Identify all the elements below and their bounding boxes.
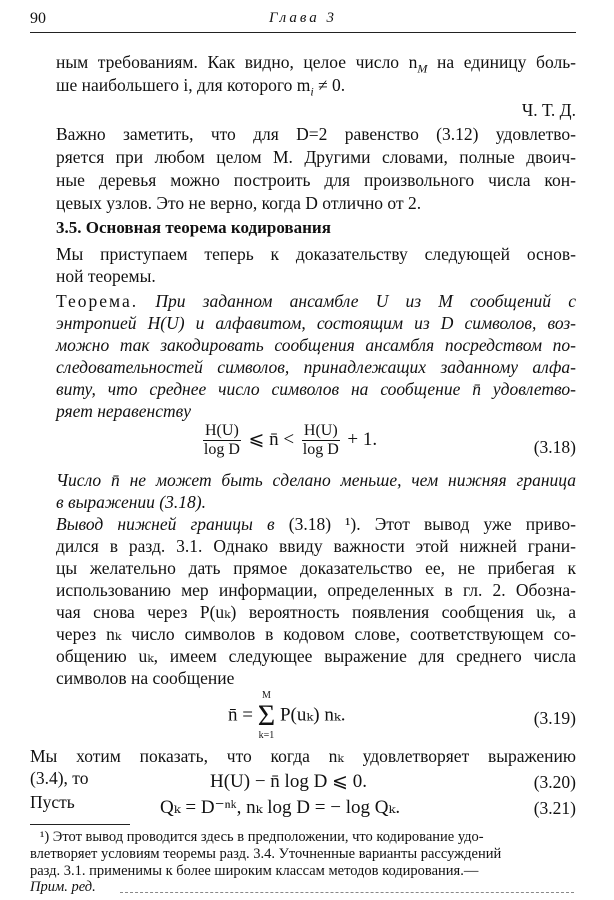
para1-line1: ным требованиям. Как видно, целое число $n_M$ на единицу боль- [56, 52, 576, 76]
para6-line: (3.4), то [30, 768, 89, 788]
para5-line: дился в разд. 3.1. Однако ввиду важности этой нижней грани- [56, 536, 576, 556]
equation-3-19: n̄ = M Σ k=1 P(uₖ) nₖ. [228, 690, 346, 741]
para3-line: Мы приступаем теперь к доказательству следующей основ- [56, 244, 576, 264]
para3-line: ной теоремы. [56, 266, 156, 286]
footnote-line: ¹) Этот вывод проводится здесь в предположении, что кодирование удо- [40, 829, 484, 845]
theorem-line: энтропией H(U) и алфавитом, состоящим из D символов, воз- [56, 313, 576, 333]
para5-line: Вывод нижней границы в (3.18) ¹). Этот вывод уже приво- [56, 514, 576, 534]
para5-line: общению uₖ, имеем следующее выражение для среднего числа [56, 646, 576, 666]
footnote-line: влетворяет условиям теоремы разд. 3.4. Уточненные варианты рассуждений [30, 846, 502, 862]
theorem-line: виту, что среднее число символов на сообщение n̄ удовлетво- [56, 379, 576, 399]
theorem-line: ряет неравенству [56, 401, 191, 421]
equation-3-18: $\frac{H(U)}{\text{log D}}$ ⩽ n̄ < $\frac{H(U)}{\text{log D}}$ + 1. [203, 422, 378, 458]
para5-line: чая снова через P(uₖ) вероятность появления сообщения uₖ, а [56, 602, 576, 622]
page-number: 90 [30, 10, 46, 27]
theorem-line: Теорема. При заданном ансамбле U из M сообщений с [56, 291, 576, 311]
qed-mark: Ч. Т. Д. [521, 100, 576, 120]
running-header [30, 10, 576, 33]
para4-line: в выражении (3.18). [56, 492, 206, 512]
para2-line: ные деревья можно построить для произвольного числа кон- [56, 170, 576, 190]
para2-line: ряется при любом целом M. Другими словами, полные двоич- [56, 147, 576, 167]
para5-line: использованию мер информации, определенных в гл. 2. Обозна- [56, 580, 576, 600]
equation-number: (3.21) [533, 798, 576, 818]
equation-3-21: Qₖ = D⁻ⁿᵏ, nₖ log D = − log Qₖ. [160, 797, 401, 818]
para4-line: Число n̄ не может быть сделано меньше, чем нижняя граница [56, 470, 576, 490]
equation-3-20: H(U) − n̄ log D ⩽ 0. [210, 771, 367, 792]
para6-line: Мы хотим показать, что когда nₖ удовлетворяет выражению [30, 746, 576, 766]
para1-line2: ше наибольшего i, для которого $m_i \ne 0$. [56, 75, 346, 99]
chapter-title: Глава 3 [268, 10, 338, 26]
section-heading: 3.5. Основная теорема кодирования [56, 218, 331, 237]
equation-number: (3.18) [533, 437, 576, 457]
para5-line: через nₖ число символов в кодовом слове, соответствующем со- [56, 624, 576, 644]
para5-line: символов на сообщение [56, 668, 235, 688]
footnote-line: Прим. ред. [30, 879, 96, 895]
theorem-line: можно так закодировать сообщения ансамбля посредством по- [56, 335, 576, 355]
theorem-line: следовательностей символов, принадлежащих заданному алфа- [56, 357, 576, 377]
para5-line: цы желательно дать прямое доказательство ее, не прибегая к [56, 558, 576, 578]
footnote-line: разд. 3.1. применимы к более широким классам методов кодирования.— [30, 863, 479, 879]
equation-number: (3.19) [533, 708, 576, 728]
para2-line: цевых узлов. Это не верно, когда D отлично от 2. [56, 193, 422, 213]
footnote-rule [30, 824, 130, 825]
para2-line: Важно заметить, что для D=2 равенство (3.12) удовлетво- [56, 124, 576, 144]
equation-number: (3.20) [533, 772, 576, 792]
para7-line: Пусть [30, 792, 75, 812]
page-edge-mark [120, 892, 574, 893]
